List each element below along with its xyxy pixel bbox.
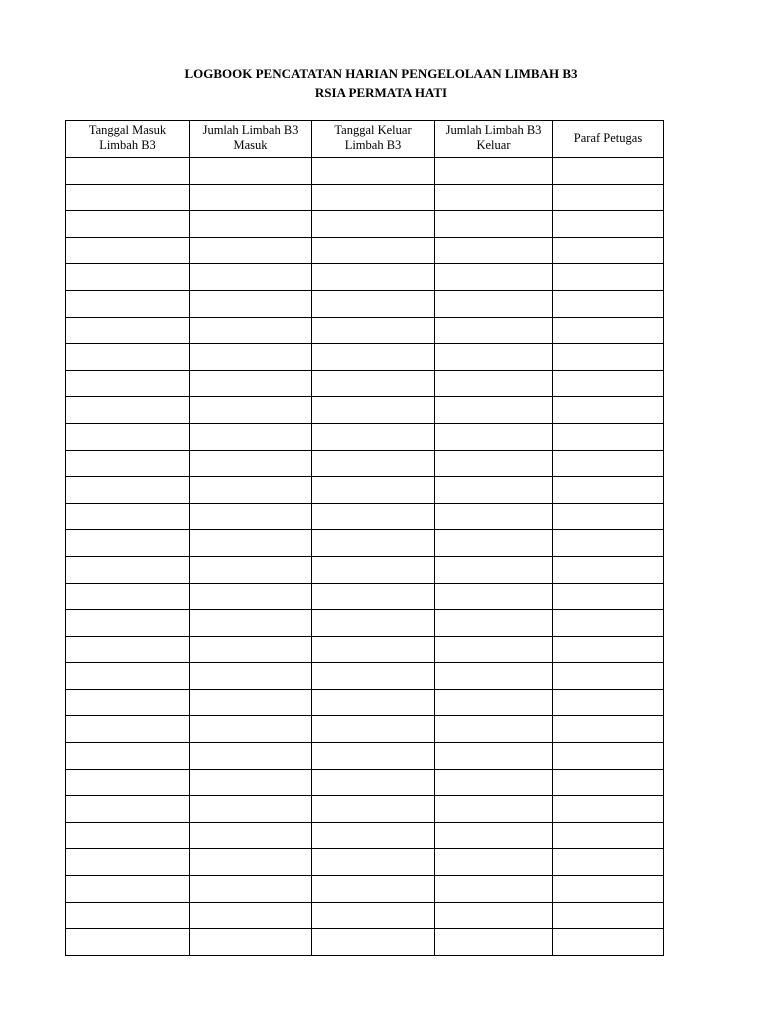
table-cell[interactable] — [553, 663, 664, 690]
table-cell[interactable] — [190, 477, 312, 504]
table-cell[interactable] — [435, 689, 553, 716]
table-cell[interactable] — [66, 849, 190, 876]
table-cell[interactable] — [312, 237, 435, 264]
table-cell[interactable] — [312, 397, 435, 424]
table-cell[interactable] — [66, 423, 190, 450]
table-row — [66, 689, 664, 716]
header-tanggal-keluar: Tanggal Keluar Limbah B3 — [312, 121, 435, 158]
table-cell[interactable] — [553, 822, 664, 849]
table-cell[interactable] — [435, 158, 553, 185]
table-cell[interactable] — [190, 796, 312, 823]
table-row — [66, 716, 664, 743]
table-cell[interactable] — [190, 902, 312, 929]
table-cell[interactable] — [66, 184, 190, 211]
table-cell[interactable] — [553, 876, 664, 903]
table-row — [66, 158, 664, 185]
table-cell[interactable] — [435, 503, 553, 530]
table-cell[interactable] — [312, 477, 435, 504]
table-cell[interactable] — [312, 583, 435, 610]
table-cell[interactable] — [66, 796, 190, 823]
table-row — [66, 264, 664, 291]
table-cell[interactable] — [66, 477, 190, 504]
table-row — [66, 583, 664, 610]
table-cell[interactable] — [435, 370, 553, 397]
table-row — [66, 237, 664, 264]
table-row — [66, 636, 664, 663]
table-cell[interactable] — [312, 716, 435, 743]
table-cell[interactable] — [312, 184, 435, 211]
table-cell[interactable] — [66, 158, 190, 185]
institution-name: RSIA PERMATA HATI — [314, 85, 448, 100]
table-cell[interactable] — [190, 211, 312, 238]
table-cell[interactable] — [66, 743, 190, 770]
table-cell[interactable] — [312, 663, 435, 690]
table-cell[interactable] — [553, 211, 664, 238]
table-row — [66, 477, 664, 504]
table-cell[interactable] — [312, 344, 435, 371]
table-row — [66, 876, 664, 903]
table-row — [66, 929, 664, 956]
table-cell[interactable] — [190, 264, 312, 291]
table-row — [66, 370, 664, 397]
table-cell[interactable] — [190, 397, 312, 424]
table-cell[interactable] — [435, 290, 553, 317]
table-cell[interactable] — [312, 423, 435, 450]
table-row — [66, 902, 664, 929]
table-cell[interactable] — [312, 211, 435, 238]
table-cell[interactable] — [553, 423, 664, 450]
table-cell[interactable] — [190, 822, 312, 849]
table-cell[interactable] — [435, 556, 553, 583]
table-cell[interactable] — [312, 822, 435, 849]
table-cell[interactable] — [553, 397, 664, 424]
table-row — [66, 610, 664, 637]
table-cell[interactable] — [66, 822, 190, 849]
table-row — [66, 211, 664, 238]
table-cell[interactable] — [312, 929, 435, 956]
table-row — [66, 743, 664, 770]
table-cell[interactable] — [435, 716, 553, 743]
table-cell[interactable] — [553, 929, 664, 956]
table-cell[interactable] — [66, 556, 190, 583]
table-cell[interactable] — [435, 423, 553, 450]
table-cell[interactable] — [66, 663, 190, 690]
table-cell[interactable] — [190, 636, 312, 663]
table-cell[interactable] — [66, 689, 190, 716]
table-cell[interactable] — [66, 530, 190, 557]
table-cell[interactable] — [190, 929, 312, 956]
table-cell[interactable] — [435, 317, 553, 344]
table-cell[interactable] — [435, 237, 553, 264]
table-cell[interactable] — [435, 663, 553, 690]
table-cell[interactable] — [312, 769, 435, 796]
table-cell[interactable] — [66, 344, 190, 371]
table-cell[interactable] — [553, 849, 664, 876]
table-cell[interactable] — [435, 530, 553, 557]
table-cell[interactable] — [435, 822, 553, 849]
header-jumlah-masuk: Jumlah Limbah B3 Masuk — [190, 121, 312, 158]
table-cell[interactable] — [553, 636, 664, 663]
table-cell[interactable] — [190, 158, 312, 185]
table-cell[interactable] — [66, 876, 190, 903]
table-cell[interactable] — [553, 556, 664, 583]
table-cell[interactable] — [312, 689, 435, 716]
table-cell[interactable] — [312, 796, 435, 823]
table-cell[interactable] — [66, 450, 190, 477]
table-cell[interactable] — [66, 237, 190, 264]
table-cell[interactable] — [553, 317, 664, 344]
table-row — [66, 450, 664, 477]
document-title: LOGBOOK PENCATATAN HARIAN PENGELOLAAN LIMBAH B3 — [184, 66, 578, 81]
table-cell[interactable] — [66, 769, 190, 796]
table-cell[interactable] — [66, 716, 190, 743]
table-cell[interactable] — [190, 184, 312, 211]
table-cell[interactable] — [312, 876, 435, 903]
table-cell[interactable] — [435, 769, 553, 796]
table-cell[interactable] — [190, 556, 312, 583]
table-cell[interactable] — [435, 929, 553, 956]
table-cell[interactable] — [553, 290, 664, 317]
table-cell[interactable] — [553, 158, 664, 185]
table-cell[interactable] — [553, 610, 664, 637]
table-header-row — [66, 121, 664, 158]
table-cell[interactable] — [190, 344, 312, 371]
table-cell[interactable] — [190, 450, 312, 477]
table-cell[interactable] — [190, 849, 312, 876]
table-cell[interactable] — [190, 769, 312, 796]
table-row — [66, 423, 664, 450]
table-cell[interactable] — [190, 716, 312, 743]
table-cell[interactable] — [435, 610, 553, 637]
table-cell[interactable] — [190, 743, 312, 770]
table-cell[interactable] — [435, 450, 553, 477]
table-cell[interactable] — [435, 849, 553, 876]
table-cell[interactable] — [312, 610, 435, 637]
table-cell[interactable] — [66, 610, 190, 637]
table-cell[interactable] — [553, 184, 664, 211]
table-cell[interactable] — [190, 290, 312, 317]
table-cell[interactable] — [553, 344, 664, 371]
table-cell[interactable] — [312, 264, 435, 291]
table-cell[interactable] — [553, 583, 664, 610]
table-row — [66, 184, 664, 211]
table-cell[interactable] — [553, 689, 664, 716]
table-cell[interactable] — [190, 610, 312, 637]
table-cell[interactable] — [312, 902, 435, 929]
table-row — [66, 317, 664, 344]
table-cell[interactable] — [553, 796, 664, 823]
table-cell[interactable] — [190, 530, 312, 557]
table-cell[interactable] — [435, 397, 553, 424]
table-cell[interactable] — [553, 743, 664, 770]
table-cell[interactable] — [435, 583, 553, 610]
table-cell[interactable] — [435, 344, 553, 371]
table-cell[interactable] — [553, 450, 664, 477]
table-cell[interactable] — [66, 583, 190, 610]
table-cell[interactable] — [312, 530, 435, 557]
table-cell[interactable] — [553, 902, 664, 929]
table-cell[interactable] — [435, 211, 553, 238]
table-cell[interactable] — [435, 743, 553, 770]
table-cell[interactable] — [312, 636, 435, 663]
logbook-table — [65, 120, 664, 956]
table-cell[interactable] — [553, 370, 664, 397]
table-cell[interactable] — [66, 929, 190, 956]
table-row — [66, 503, 664, 530]
header-tanggal-masuk: Tanggal Masuk Limbah B3 — [66, 121, 190, 158]
table-cell[interactable] — [435, 902, 553, 929]
table-cell[interactable] — [190, 503, 312, 530]
table-body — [66, 158, 664, 956]
table-cell[interactable] — [66, 317, 190, 344]
table-cell[interactable] — [312, 158, 435, 185]
table-cell[interactable] — [312, 743, 435, 770]
table-cell[interactable] — [66, 211, 190, 238]
table-row — [66, 530, 664, 557]
table-cell[interactable] — [435, 184, 553, 211]
table-cell[interactable] — [553, 769, 664, 796]
table-cell[interactable] — [312, 317, 435, 344]
table-cell[interactable] — [190, 583, 312, 610]
table-cell[interactable] — [553, 477, 664, 504]
table-cell[interactable] — [66, 290, 190, 317]
table-cell[interactable] — [66, 503, 190, 530]
table-row — [66, 663, 664, 690]
table-cell[interactable] — [190, 663, 312, 690]
table-cell[interactable] — [66, 902, 190, 929]
table-cell[interactable] — [435, 636, 553, 663]
header-jumlah-keluar: Jumlah Limbah B3 Keluar — [435, 121, 553, 158]
table-cell[interactable] — [66, 636, 190, 663]
table-row — [66, 344, 664, 371]
table-cell[interactable] — [312, 450, 435, 477]
table-cell[interactable] — [435, 876, 553, 903]
table-cell[interactable] — [553, 237, 664, 264]
table-cell[interactable] — [190, 237, 312, 264]
table-cell[interactable] — [66, 370, 190, 397]
table-cell[interactable] — [190, 689, 312, 716]
table-cell[interactable] — [312, 503, 435, 530]
table-cell[interactable] — [312, 556, 435, 583]
table-cell[interactable] — [66, 264, 190, 291]
table-cell[interactable] — [553, 530, 664, 557]
table-row — [66, 290, 664, 317]
table-cell[interactable] — [66, 397, 190, 424]
table-row — [66, 796, 664, 823]
table-cell[interactable] — [553, 503, 664, 530]
table-cell[interactable] — [190, 370, 312, 397]
table-row — [66, 769, 664, 796]
table-row — [66, 822, 664, 849]
table-row — [66, 556, 664, 583]
table-cell[interactable] — [190, 876, 312, 903]
header-paraf-petugas: Paraf Petugas — [553, 121, 664, 158]
table-cell[interactable] — [435, 796, 553, 823]
table-cell[interactable] — [312, 849, 435, 876]
table-cell[interactable] — [435, 264, 553, 291]
table-cell[interactable] — [190, 317, 312, 344]
table-row — [66, 849, 664, 876]
table-cell[interactable] — [312, 370, 435, 397]
table-cell[interactable] — [435, 477, 553, 504]
table-cell[interactable] — [553, 716, 664, 743]
table-row — [66, 397, 664, 424]
table-cell[interactable] — [553, 264, 664, 291]
table-cell[interactable] — [312, 290, 435, 317]
table-cell[interactable] — [190, 423, 312, 450]
